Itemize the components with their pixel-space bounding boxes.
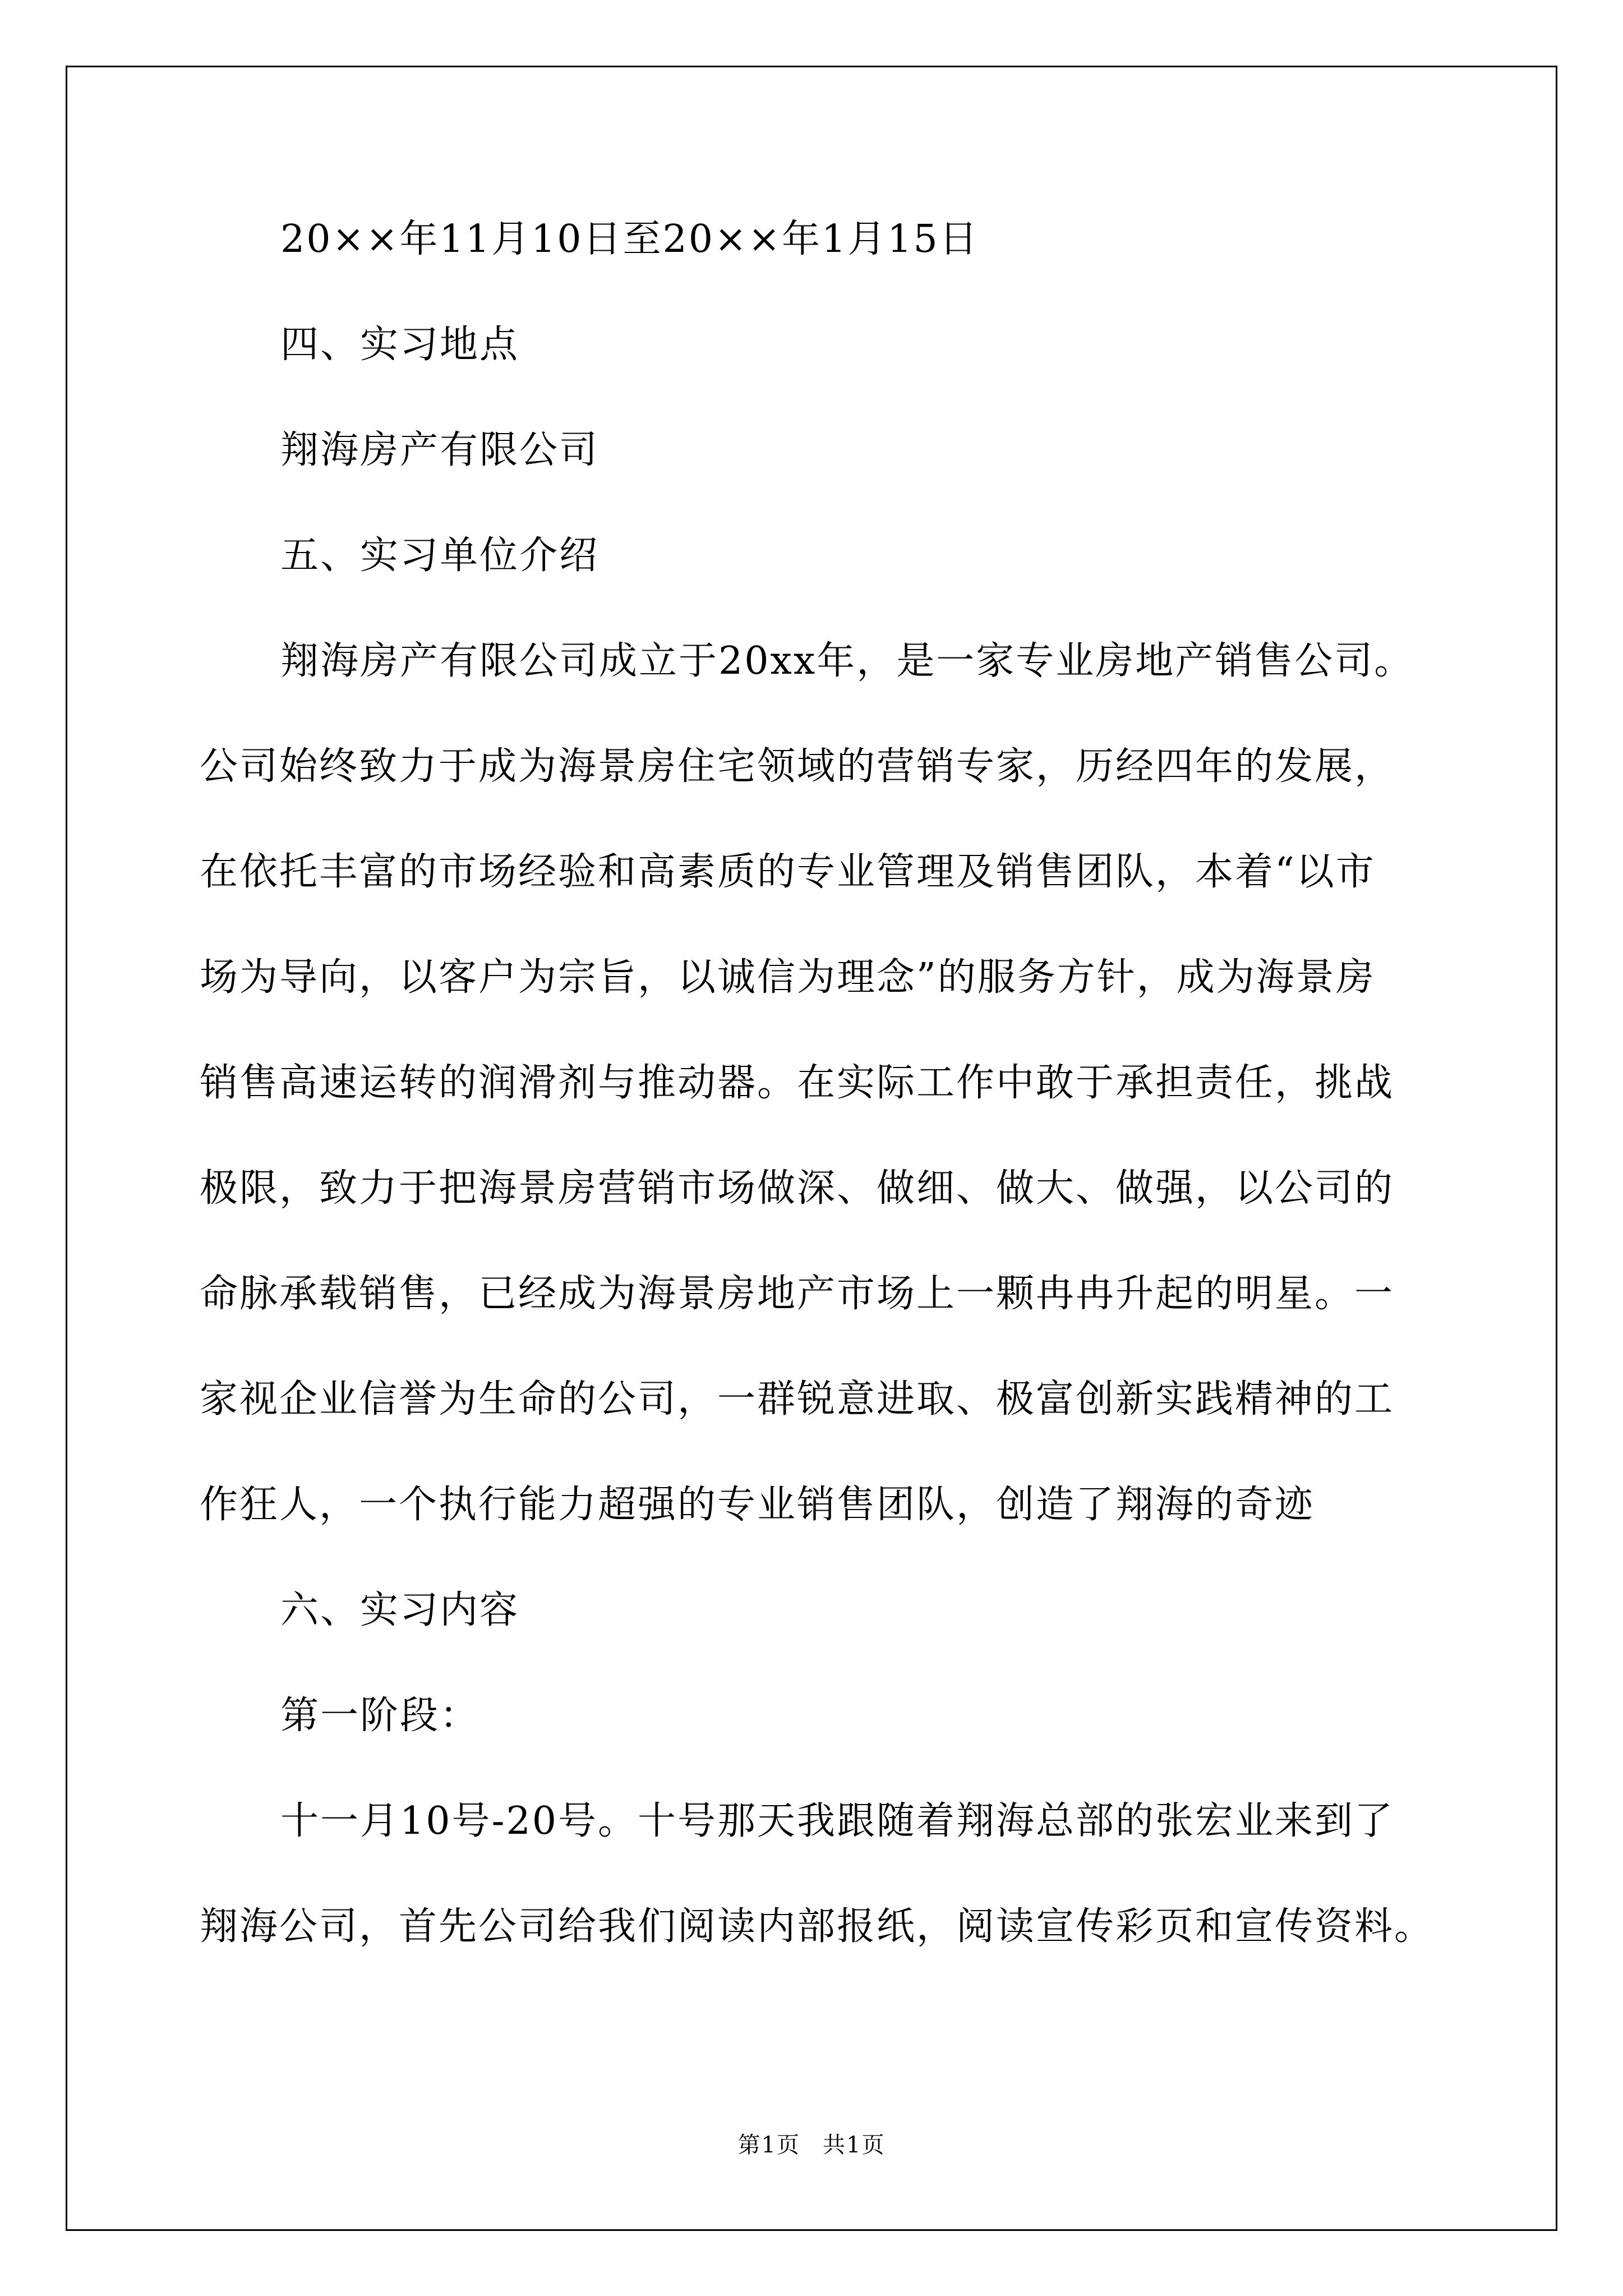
paragraph-line: 家视企业信誉为生命的公司，一群锐意进取、极富创新实践精神的工 — [200, 1377, 1395, 1421]
section-heading-company-intro: 五、实习单位介绍 — [280, 533, 600, 578]
paragraph-line: 十一月10号-20号。十号那天我跟随着翔海总部的张宏业来到了 — [280, 1799, 1395, 1843]
page-total: 共1页 — [823, 2132, 886, 2158]
paragraph-line: 翔海公司，首先公司给我们阅读内部报纸，阅读宣传彩页和宣传资料。 — [200, 1904, 1435, 1949]
page-number: 第1页 — [737, 2132, 800, 2158]
paragraph-line: 命脉承载销售，已经成为海景房地产市场上一颗冉冉升起的明星。一 — [200, 1272, 1395, 1316]
paragraph-line: 场为导向，以客户为宗旨，以诚信为理念”的服务方针，成为海景房 — [200, 955, 1376, 1000]
paragraph-line: 销售高速运转的润滑剂与推动器。在实际工作中敢于承担责任，挑战 — [200, 1061, 1395, 1105]
section-heading-content: 六、实习内容 — [280, 1588, 520, 1632]
paragraph-line: 翔海房产有限公司成立于20xx年，是一家专业房地产销售公司。 — [280, 639, 1414, 683]
stage-heading: 第一阶段： — [280, 1694, 480, 1738]
paragraph-line: 公司始终致力于成为海景房住宅领域的营销专家，历经四年的发展， — [200, 744, 1395, 789]
paragraph-line: 作狂人，一个执行能力超强的专业销售团队，创造了翔海的奇迹 — [200, 1483, 1315, 1527]
page-footer — [0, 2132, 1623, 2159]
date-range-line: 20××年11月10日至20××年1月15日 — [280, 217, 979, 261]
paragraph-line: 极限，致力于把海景房营销市场做深、做细、做大、做强，以公司的 — [200, 1166, 1395, 1211]
paragraph-line: 在依托丰富的市场经验和高素质的专业管理及销售团队，本着“以市 — [200, 850, 1376, 894]
section-heading-location: 四、实习地点 — [280, 323, 520, 367]
document-body — [200, 217, 1435, 2013]
location-text: 翔海房产有限公司 — [280, 428, 600, 472]
